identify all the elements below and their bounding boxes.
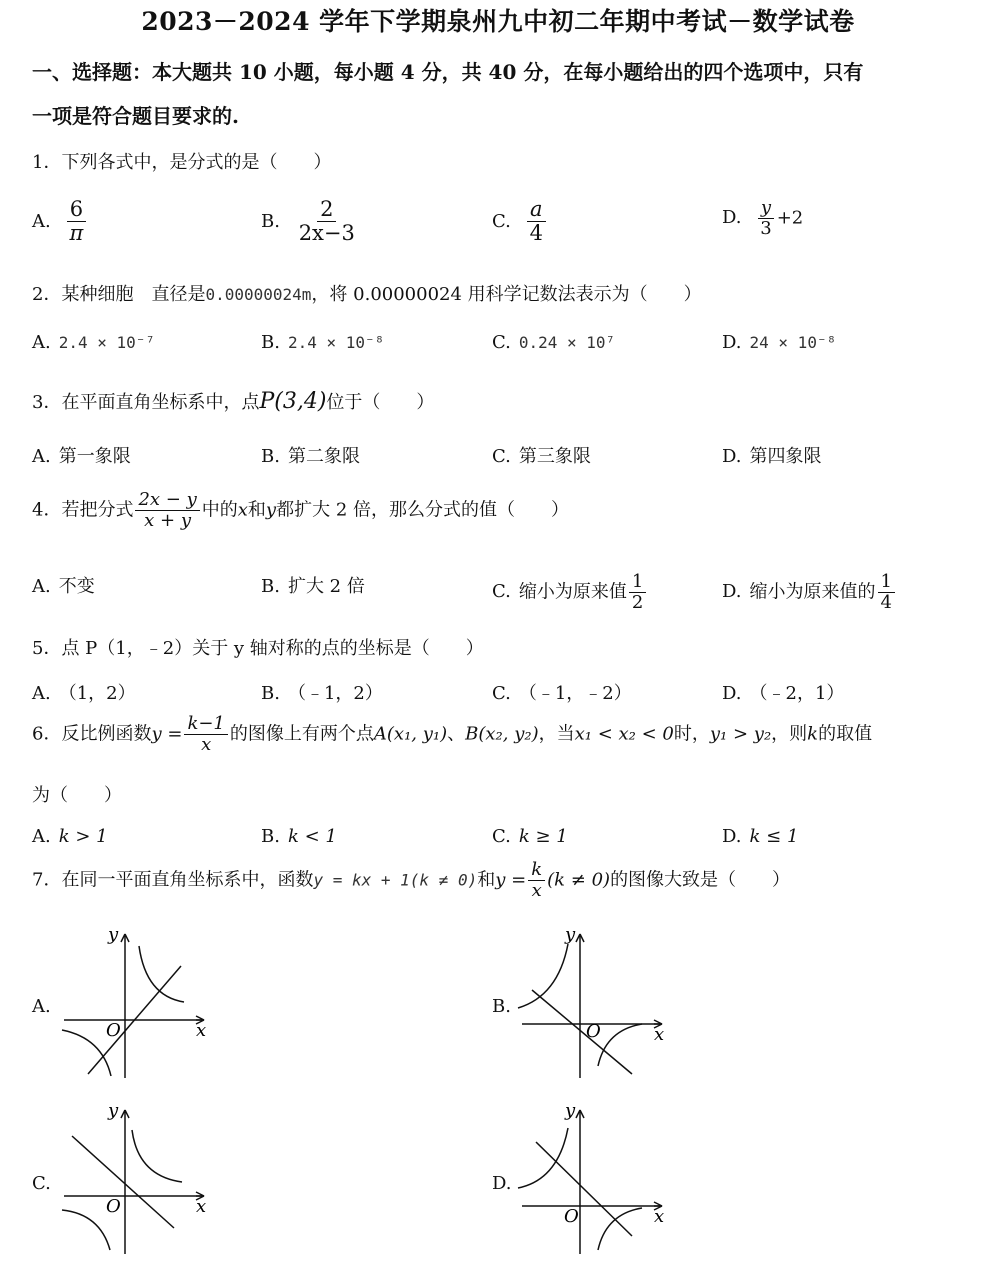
- section-heading-line2: 一项是符合题目要求的.: [32, 104, 239, 128]
- fraction: $\frac{y}{3}$: [757, 198, 774, 239]
- hyperbola-branch: [598, 1208, 642, 1250]
- line-graph: [536, 1142, 632, 1236]
- q6-option-c[interactable]: C. k ≥ 1: [492, 826, 568, 847]
- q6-option-d[interactable]: D. k ≤ 1: [722, 826, 799, 847]
- q5-option-a[interactable]: A. （1，2）: [32, 683, 136, 704]
- q4-option-a[interactable]: A. 不变: [32, 576, 95, 597]
- question-3-stem: 3．在平面直角坐标系中，点P(3,4)位于（ ）: [32, 389, 435, 414]
- fraction: $\frac{k-1}{x}$: [184, 714, 227, 755]
- x-axis-label: x: [654, 1024, 665, 1045]
- q2-option-b[interactable]: B. 2.4 × 10⁻⁸: [261, 332, 385, 353]
- x-axis-label: x: [196, 1020, 207, 1041]
- q5-option-b[interactable]: B. （﹣1，2）: [261, 683, 383, 704]
- q3-option-a[interactable]: A. 第一象限: [32, 446, 131, 467]
- q7-graph-d[interactable]: [514, 1100, 674, 1260]
- q1-option-d[interactable]: [722, 198, 803, 239]
- question-5-stem: 5．点 P（1，﹣2）关于 y 轴对称的点的坐标是（ ）: [32, 638, 484, 659]
- diameter-value: 0.00000024m: [205, 285, 312, 304]
- q2-option-a[interactable]: A. 2.4 × 10⁻⁷: [32, 332, 156, 353]
- option-tail: +2: [776, 207, 804, 229]
- line-graph: [532, 990, 632, 1074]
- section-heading-line1: 一、选择题：本大题共 10 小题，每小题 4 分，共 40 分，在每小题给出的四个选项中，只有: [32, 60, 864, 84]
- q1-option-c[interactable]: [492, 198, 548, 245]
- fraction: $\frac{1}{4}$: [878, 572, 895, 613]
- origin-label: O: [564, 1206, 579, 1227]
- q6-option-a[interactable]: A. k > 1: [32, 826, 108, 847]
- hyperbola-branch: [62, 1030, 111, 1076]
- fraction: $\frac{2}{2x-3}$: [298, 197, 355, 246]
- hyperbola-branch: [139, 946, 184, 1002]
- hyperbola-branch: [598, 1024, 642, 1066]
- q7-graph-a[interactable]: [56, 924, 216, 1084]
- q4-option-c[interactable]: C. 缩小为原来值 $\frac{1}{2}$: [492, 572, 648, 613]
- q7-option-b-label[interactable]: B.: [492, 996, 511, 1017]
- hyperbola-branch: [132, 1130, 182, 1182]
- q7-graph-b[interactable]: [514, 924, 674, 1084]
- q1-option-a[interactable]: [32, 198, 88, 245]
- origin-label: O: [106, 1196, 121, 1217]
- question-4-stem: 4．若把分式 $\frac{2x - y}{x + y}$ 中的x和y都扩大 2 倍，那么分式的值（ ）: [32, 489, 569, 531]
- x-axis-label: x: [196, 1196, 207, 1217]
- q4-option-b[interactable]: B. 扩大 2 倍: [261, 576, 365, 597]
- q1-option-b[interactable]: [261, 198, 360, 245]
- y-axis-label: y: [565, 1100, 576, 1121]
- origin-label: O: [106, 1020, 121, 1041]
- option-label: C.: [492, 210, 511, 232]
- origin-label: O: [586, 1021, 601, 1042]
- question-6-stem-line2: 为（ ）: [32, 785, 122, 806]
- hyperbola-branch: [518, 1128, 568, 1188]
- q2-option-c[interactable]: C. 0.24 × 10⁷: [492, 332, 616, 353]
- x-axis-label: x: [654, 1206, 665, 1227]
- question-7-stem: 7．在同一平面直角坐标系中，函数y = kx + 1(k ≠ 0)和y = $\frac{k}{x}$ (k ≠ 0)的图像大致是（ ）: [32, 859, 791, 901]
- question-2-stem: 2．某种细胞 直径是0.00000024m，将 0.00000024 用科学记数法表示为（ ）: [32, 284, 702, 305]
- q5-option-d[interactable]: D. （﹣2，1）: [722, 683, 845, 704]
- q3-option-d[interactable]: D. 第四象限: [722, 446, 822, 467]
- question-6-stem: 6．反比例函数y = $\frac{k-1}{x}$ 的图像上有两个点A(x₁, y₁)、B(x₂, y₂)，当x₁ < x₂ < 0时，y₁ > y₂，则k的取值: [32, 713, 873, 755]
- q6-option-b[interactable]: B. k < 1: [261, 826, 337, 847]
- page-title: 2023－2024 学年下学期泉州九中初二年期中考试－数学试卷: [141, 7, 855, 36]
- option-label: B.: [261, 210, 280, 232]
- q7-graph-c[interactable]: [56, 1100, 216, 1260]
- q7-option-c-label[interactable]: C.: [32, 1173, 51, 1194]
- q2-option-d[interactable]: D. 24 × 10⁻⁸: [722, 332, 837, 353]
- q4-option-d[interactable]: D. 缩小为原来值的 $\frac{1}{4}$: [722, 572, 897, 613]
- fraction: $\frac{1}{2}$: [629, 572, 646, 613]
- hyperbola-branch: [62, 1210, 110, 1250]
- fraction: $\frac{6}{\pi}$: [66, 198, 86, 245]
- question-1-stem: 1．下列各式中，是分式的是（ ）: [32, 152, 332, 173]
- q7-option-a-label[interactable]: A.: [32, 996, 51, 1017]
- q3-option-b[interactable]: B. 第二象限: [261, 446, 360, 467]
- q7-option-d-label[interactable]: D.: [492, 1173, 512, 1194]
- q3-option-c[interactable]: C. 第三象限: [492, 446, 591, 467]
- y-axis-label: y: [108, 1100, 119, 1121]
- fraction: $\frac{k}{x}$: [528, 860, 545, 901]
- q5-option-c[interactable]: C. （﹣1，﹣2）: [492, 683, 632, 704]
- y-axis-label: y: [108, 924, 119, 945]
- option-label: A.: [32, 210, 51, 232]
- line-graph: [72, 1136, 174, 1228]
- fraction: $\frac{2x - y}{x + y}$: [135, 490, 199, 531]
- option-label: D.: [722, 207, 742, 229]
- fraction: $\frac{a}{4}$: [527, 198, 546, 245]
- y-axis-label: y: [565, 924, 576, 945]
- point-p: P(3,4): [259, 389, 327, 414]
